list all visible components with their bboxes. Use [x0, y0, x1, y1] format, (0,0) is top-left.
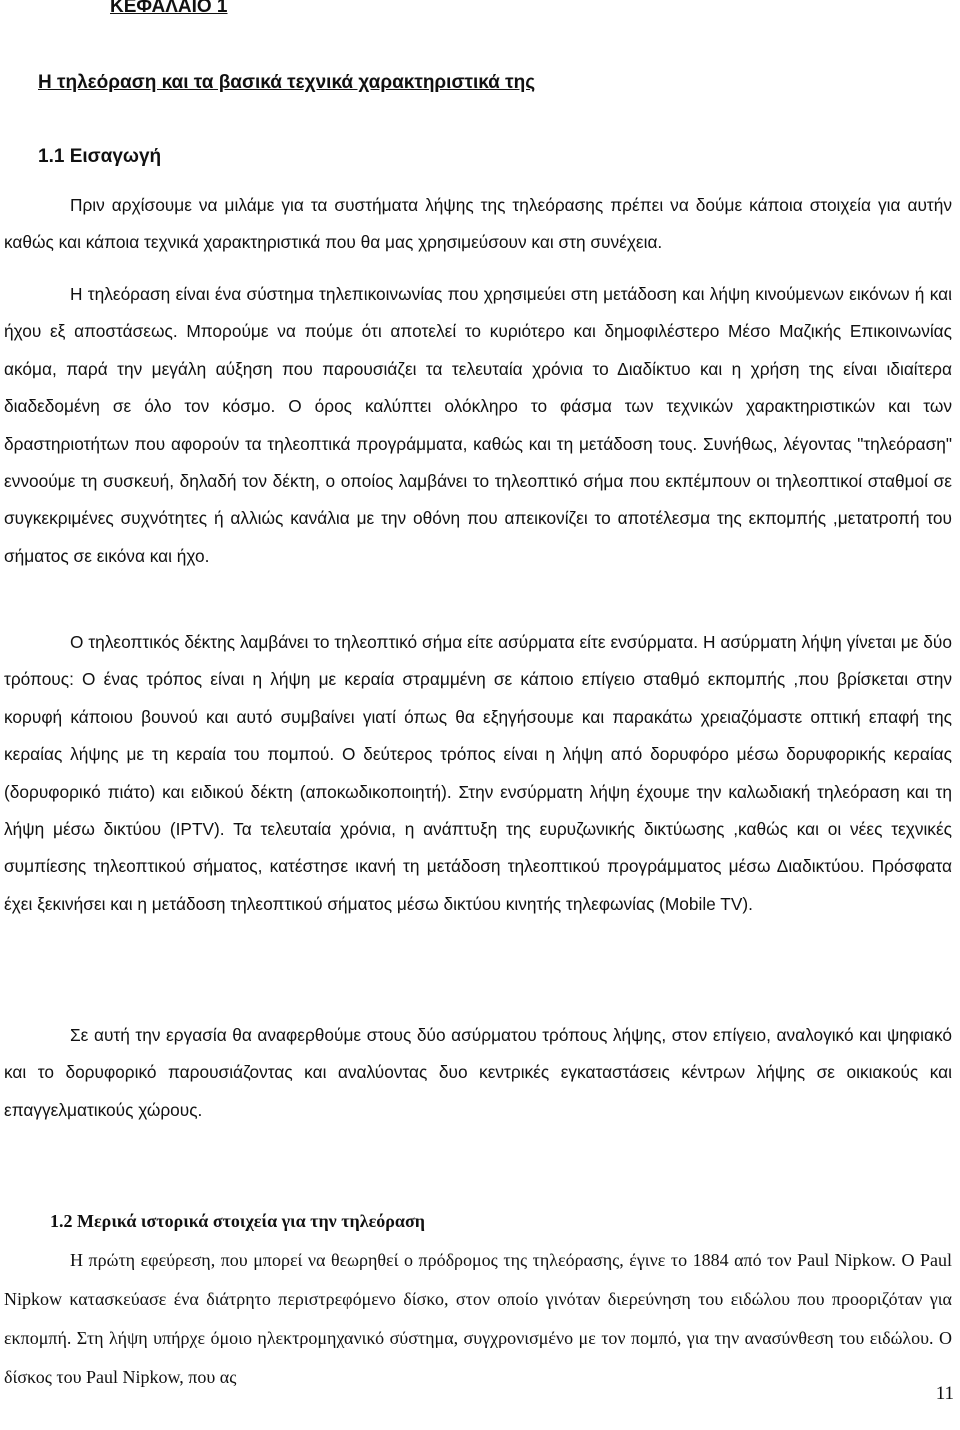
section-heading-introduction: 1.1 Εισαγωγή [38, 146, 162, 167]
section-heading-history: 1.2 Μερικά ιστορικά στοιχεία για την τηλεόραση [50, 1211, 425, 1231]
paragraph: Σε αυτή την εργασία θα αναφερθούμε στους δύο ασύρματου τρόπους λήψης, στον επίγειο, αναλογικό και ψηφιακό και το δορυφορικό παρουσιάζοντας και αναλύοντας δυο κεντρικές εγκαταστάσεις κέντρων λήψης σε οικιακούς και επαγγελματικούς χώρους. [4, 1025, 952, 1120]
paragraph: Η πρώτη εφεύρεση, που μπορεί να θεωρηθεί ο πρόδρομος της τηλεόρασης, έγινε το 1884 από τον Paul Nipkow. Ο Paul Nipkow κατασκεύασε ένα διάτρητο περιστρεφόμενο δίσκο, στον οποίο γινόταν διερεύνηση του ειδώλου που προοριζόταν για εκπομπή. Στη λήψη υπήρχε όμοιο ηλεκτρομηχανικό σύστημα, συγχρονισμένο με τον πομπό, για την ανασύνθεση του ειδώλου. Ο δίσκος του Paul Nipkow, που ας [4, 1250, 952, 1387]
page-number: 11 [935, 1383, 954, 1404]
paragraph: Ο τηλεοπτικός δέκτης λαμβάνει το τηλεοπτικό σήμα είτε ασύρματα είτε ενσύρματα. Η ασύρματη λήψη γίνεται με δύο τρόπους: Ο ένας τρόπος είναι η λήψη με κεραία στραμμένη σε κάποιο επίγειο σταθμό εκπομπής ,που βρίσκεται στην κορυφή κάποιου βουνού και αυτό συμβαίνει γιατί όπως θα εξηγήσουμε και παρακάτω χρειαζόμαστε οπτική επαφή της κεραίας λήψης με τη κεραία του πομπού. Ο δεύτερος τρόπος είναι η λήψη από δορυφόρο μέσω δορυφορικής κεραίας (δορυφορικό πιάτο) και ειδικού δέκτη (αποκωδικοποιητή). Στην ενσύρματη λήψη έχουμε την καλωδιακή τηλεόραση και τη λήψη μέσω δικτύου (IPTV). Τα τελευταία χρόνια, η ανάπτυξη της ευρυζωνικής δικτύωσης ,καθώς και οι νέες τεχνικές συμπίεσης τηλεοπτικού σήματος, κατέστησε ικανή τη μετάδοση τηλεοπτικού προγράμματος μέσω Διαδικτύου. Πρόσφατα έχει ξεκινήσει και η μετάδοση τηλεοπτικού σήματος μέσω δικτύου κινητής τηλεφωνίας (Mobile TV). [4, 632, 952, 914]
chapter-subtitle: Η τηλεόραση και τα βασικά τεχνικά χαρακτηριστικά της [38, 72, 536, 93]
paragraph: Πριν αρχίσουμε να μιλάμε για τα συστήματα λήψης της τηλεόρασης πρέπει να δούμε κάποια στοιχεία για αυτήν καθώς και κάποια τεχνικά χαρακτηριστικά που θα μας χρησιμεύσουν και στη συνέχεια. [4, 195, 952, 252]
paragraph: Η τηλεόραση είναι ένα σύστημα τηλεπικοινωνίας που χρησιμεύει στη μετάδοση και λήψη κινούμενων εικόνων ή και ήχου εξ αποστάσεως. Μπορούμε να πούμε ότι αποτελεί το κυριότερο και δημοφιλέστερο Μέσο Μαζικής Επικοινωνίας ακόμα, παρά την μεγάλη αύξηση που παρουσιάζει τα τελευταία χρόνια το Διαδίκτυο και η χρήση της είναι ιδιαίτερα διαδεδομένη σε όλο τον κόσμο. Ο όρος καλύπτει ολόκληρο το φάσμα των τεχνικών χαρακτηριστικών και των δραστηριοτήτων που αφορούν τα τηλεοπτικά προγράμματα, καθώς και τη μετάδοση τους. Συνήθως, λέγοντας "τηλεόραση" εννοούμε τη συσκευή, δηλαδή τον δέκτη, ο οποίος λαμβάνει το τηλεοπτικό σήμα που εκπέμπουν οι τηλεοπτικοί σταθμοί σε συγκεκριμένες συχνότητες ή αλλιώς κανάλια με την οθόνη που απεικονίζει το αποτέλεσμα της εκπομπής ,μετατροπή του σήματος σε εικόνα και ήχο. [4, 284, 952, 566]
chapter-title: ΚΕΦΑΛΑΙΟ 1 [110, 0, 228, 17]
